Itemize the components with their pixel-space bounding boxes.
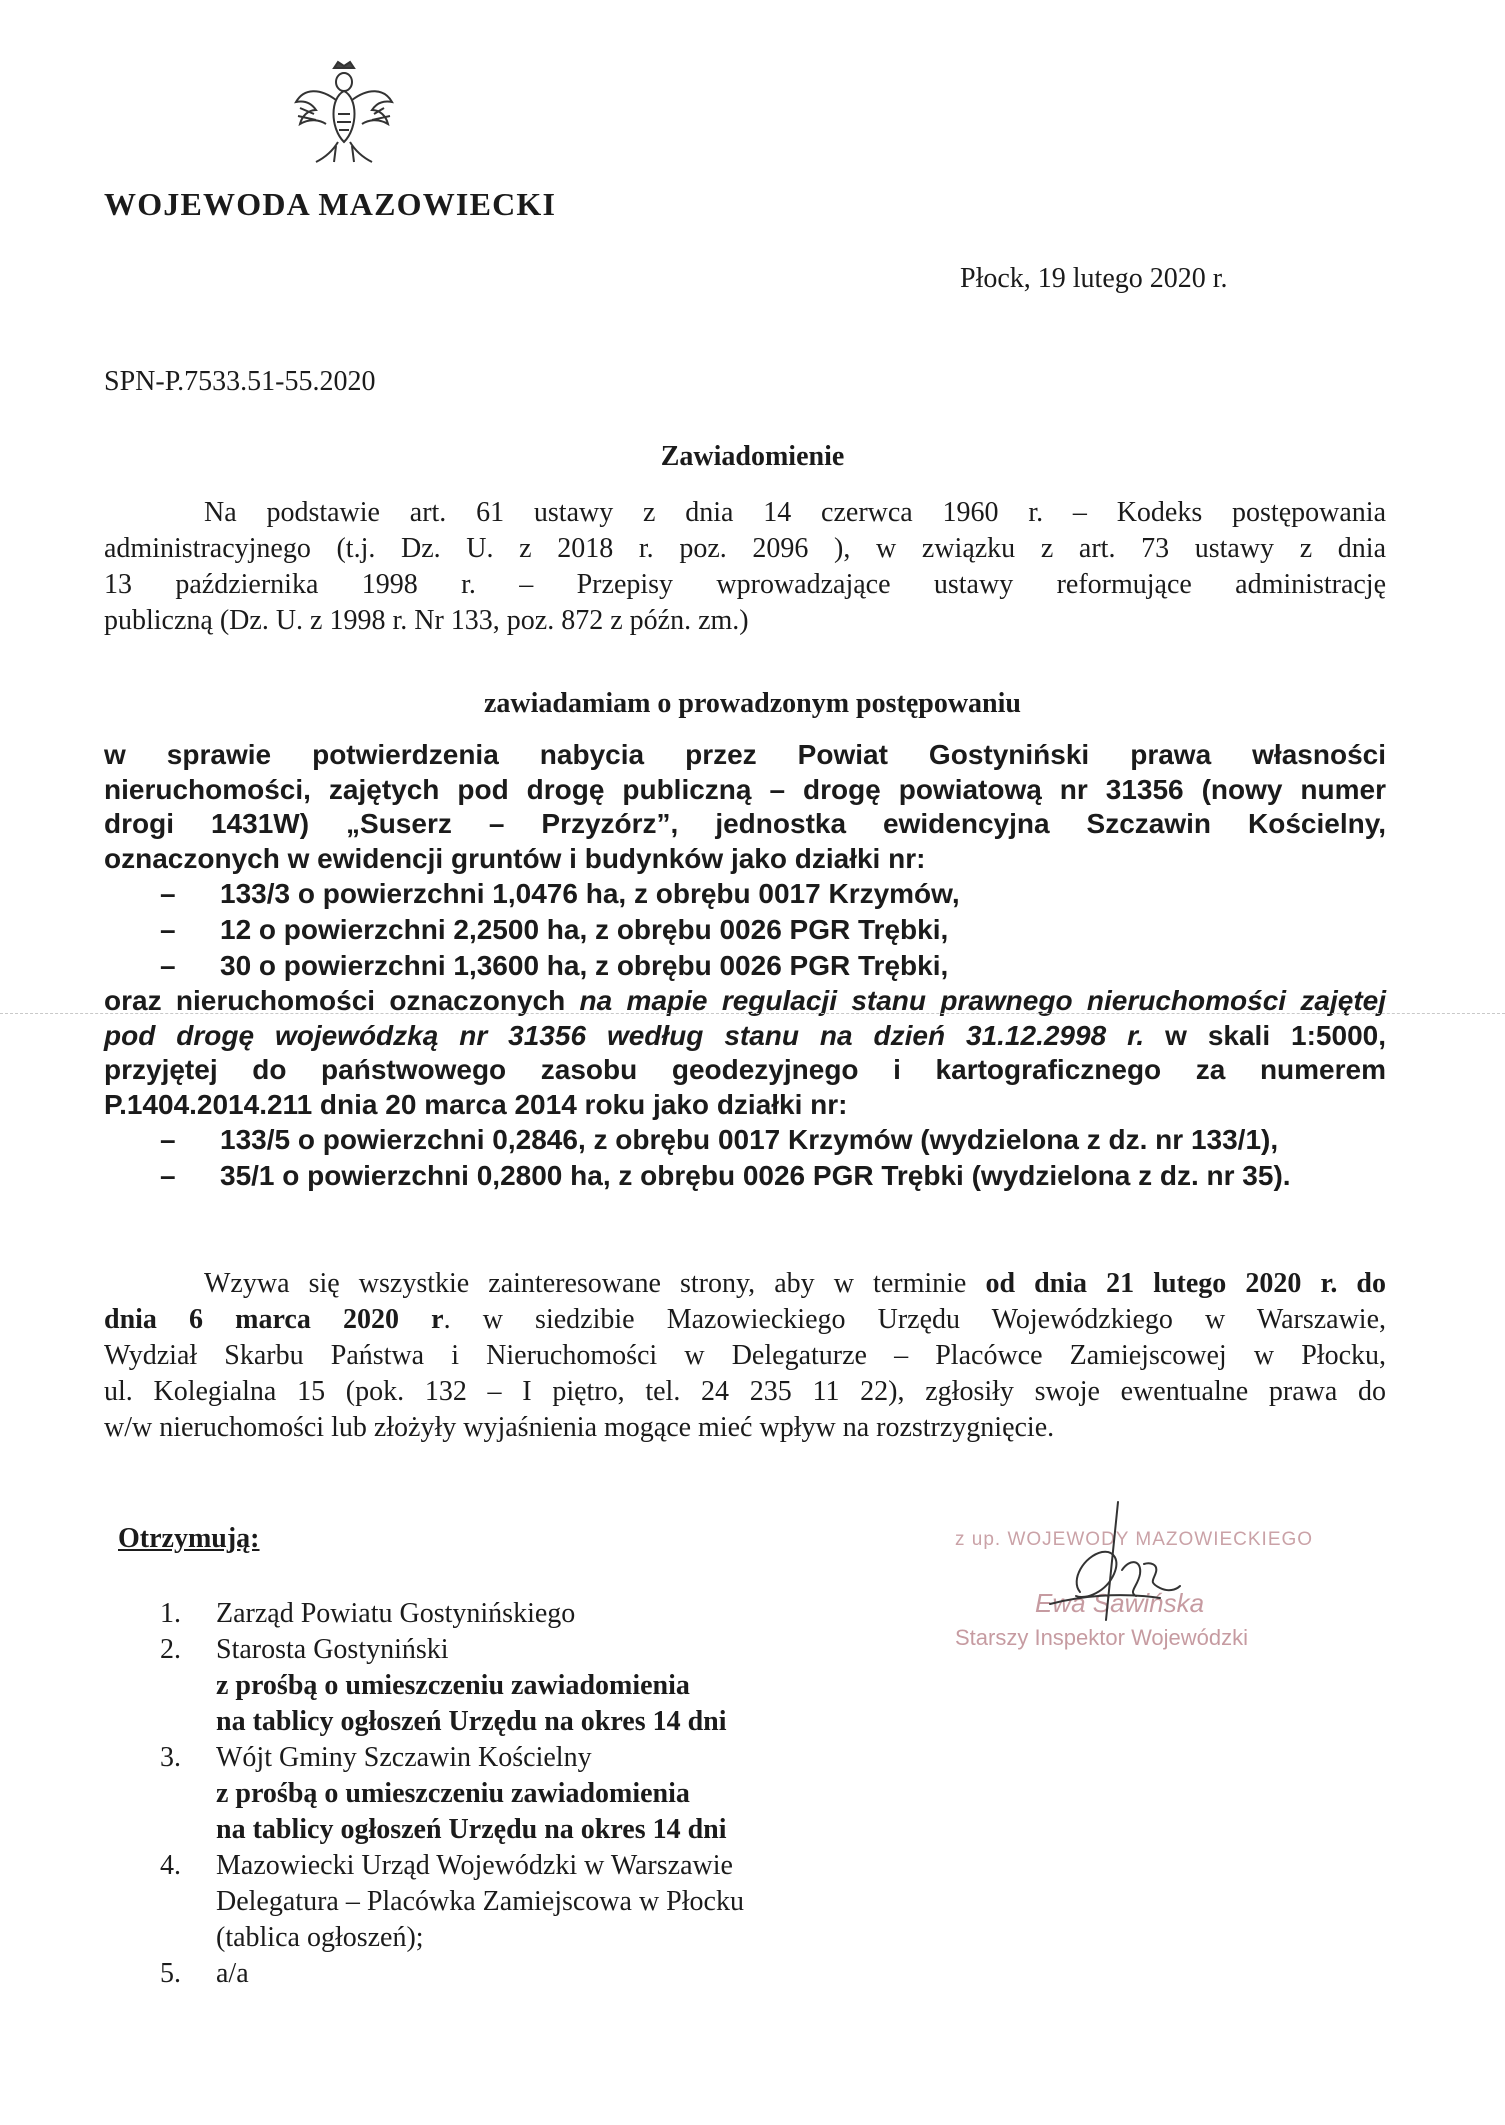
subject-paragraph <box>104 738 1386 1194</box>
recipient-item: 3. Wójt Gminy Szczawin Kościelny <box>160 1742 592 1773</box>
polish-eagle-emblem <box>290 58 398 176</box>
recipient-item: 5. a/a <box>160 1958 249 1989</box>
parcel-item: – 12 o powierzchni 2,2500 ha, z obrębu 0026 PGR Trębki, <box>160 914 949 945</box>
legal-basis-paragraph <box>104 495 1386 639</box>
parcel-text: 35/1 o powierzchni 0,2800 ha, z obrębu 0026 PGR Trębki (wydzielona z dz. nr 35). <box>220 1160 1291 1191</box>
stamp-title-line: Starszy Inspektor Wojewódzki <box>955 1625 1249 1650</box>
parcel-item: – 35/1 o powierzchni 0,2800 ha, z obrębu 0026 PGR Trębki (wydzielona z dz. nr 35). <box>160 1160 1291 1191</box>
legal-basis-line: administracyjnego (t.j. Dz. U. z 2018 r. poz. 2096 ), w związku z art. 73 ustawy z dnia <box>104 533 1386 564</box>
map-line: przyjętej do państwowego zasobu geodezyjnego i kartograficznego za numerem <box>104 1054 1386 1085</box>
paper-fold-line <box>0 1013 1505 1014</box>
subject-line: nieruchomości, zajętych pod drogę publiczną – drogę powiatową nr 31356 (nowy numer <box>104 773 1386 805</box>
recipient-note: na tablicy ogłoszeń Urzędu na okres 14 dni <box>216 1814 727 1845</box>
map-line: oraz nieruchomości oznaczonych na mapie regulacji stanu prawnego nieruchomości zajętej <box>104 985 1386 1016</box>
summons-line: Wzywa się wszystkie zainteresowane strony, aby w terminie od dnia 21 lutego 2020 r. do <box>204 1268 1386 1299</box>
summons-line: Wydział Skarbu Państwa i Nieruchomości w Delegaturze – Placówce Zamiejscowej w Płocku, <box>104 1340 1386 1371</box>
declaration-heading: zawiadamiam o prowadzonym postępowaniu <box>484 688 1021 719</box>
recipient-item: 1. Zarząd Powiatu Gostynińskiego <box>160 1598 576 1629</box>
subject-line: oznaczonych w ewidencji gruntów i budynków jako działki nr: <box>104 842 926 874</box>
stamp-name-line: Ewa Sawińska <box>1035 1588 1205 1618</box>
parcel-item: – 133/5 o powierzchni 0,2846, z obrębu 0017 Krzymów (wydzielona z dz. nr 133/1), <box>160 1124 1279 1155</box>
place-date: Płock, 19 lutego 2020 r. <box>960 263 1228 294</box>
parcel-text: 12 o powierzchni 2,2500 ha, z obrębu 0026 PGR Trębki, <box>220 914 949 945</box>
recipient-item: 4. Mazowiecki Urząd Wojewódzki w Warszawie <box>160 1850 733 1881</box>
summons-line: w/w nieruchomości lub złożyły wyjaśnienia mogące mieć wpływ na rozstrzygnięcie. <box>104 1412 1055 1443</box>
recipient-note: Delegatura – Placówka Zamiejscowa w Płocku <box>216 1886 744 1917</box>
document-title: Zawiadomienie <box>660 441 845 472</box>
issuing-authority: WOJEWODA MAZOWIECKI <box>104 186 557 222</box>
summons-line: dnia 6 marca 2020 r. w siedzibie Mazowieckiego Urzędu Wojewódzkiego w Warszawie, <box>104 1304 1387 1335</box>
recipients-list <box>160 1596 744 1992</box>
map-line: pod drogę wojewódzką nr 31356 według stanu na dzień 31.12.2998 r. w skali 1:5000, <box>104 1019 1387 1051</box>
recipients-heading: Otrzymują: <box>118 1523 260 1554</box>
parcel-text: 30 o powierzchni 1,3600 ha, z obrębu 0026 PGR Trębki, <box>220 950 949 981</box>
legal-basis-line: publiczną (Dz. U. z 1998 r. Nr 133, poz. 872 z późn. zm.) <box>104 605 749 636</box>
parcel-text: 133/3 o powierzchni 1,0476 ha, z obrębu 0017 Krzymów, <box>220 878 960 909</box>
reference-number: SPN-P.7533.51-55.2020 <box>104 366 376 397</box>
summons-paragraph <box>104 1266 1386 1446</box>
subject-line: w sprawie potwierdzenia nabycia przez Powiat Gostyniński prawa własności <box>104 739 1386 770</box>
legal-basis-line: Na podstawie art. 61 ustawy z dnia 14 czerwca 1960 r. – Kodeks postępowania <box>204 497 1386 528</box>
handwritten-signature <box>1010 1500 1190 1660</box>
parcel-item: – 30 o powierzchni 1,3600 ha, z obrębu 0026 PGR Trębki, <box>160 950 949 981</box>
recipient-item: 2. Starosta Gostyniński <box>160 1634 449 1665</box>
stamp-authority-line: z up. WOJEWODY MAZOWIECKIEGO <box>955 1529 1314 1550</box>
recipient-note: z prośbą o umieszczeniu zawiadomienia <box>216 1778 690 1809</box>
recipient-note: (tablica ogłoszeń); <box>216 1922 424 1953</box>
summons-line: ul. Kolegialna 15 (pok. 132 – I piętro, tel. 24 235 11 22), zgłosiły swoje ewentualne prawa do <box>104 1376 1386 1407</box>
map-line: P.1404.2014.211 dnia 20 marca 2014 roku jako działki nr: <box>104 1088 848 1120</box>
recipient-note: na tablicy ogłoszeń Urzędu na okres 14 dni <box>216 1706 727 1737</box>
recipient-note: z prośbą o umieszczeniu zawiadomienia <box>216 1670 690 1701</box>
parcel-text: 133/5 o powierzchni 0,2846, z obrębu 0017 Krzymów (wydzielona z dz. nr 133/1), <box>220 1124 1279 1155</box>
subject-line: drogi 1431W) „Suserz – Przyzórz”, jednostka ewidencyjna Szczawin Kościelny, <box>104 808 1386 839</box>
legal-basis-line: 13 października 1998 r. – Przepisy wprowadzające ustawy reformujące administrację <box>104 569 1386 600</box>
parcel-item: – 133/3 o powierzchni 1,0476 ha, z obrębu 0017 Krzymów, <box>160 878 960 909</box>
